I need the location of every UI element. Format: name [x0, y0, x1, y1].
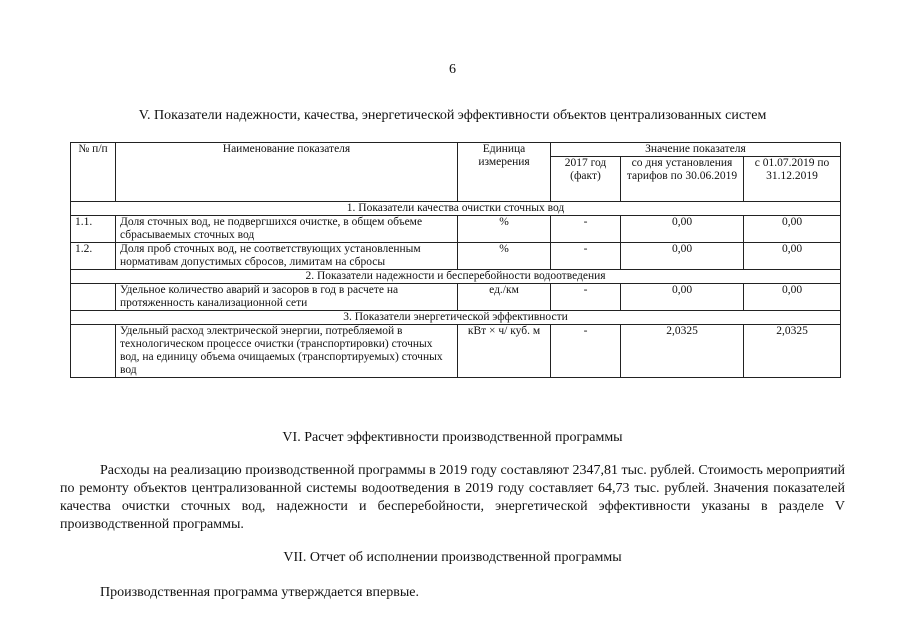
indicators-table [70, 142, 841, 378]
table-row [71, 325, 841, 378]
row-unit: кВт × ч/ куб. м [458, 325, 551, 378]
section-6-paragraph: Расходы на реализацию производственной программы в 2019 году составляют 2347,81 тыс. рублей. Стоимость мероприятий по ремонту объектов централизованной системы водоотведения в 2019 году составляет 64,73 тыс. рублей. Значения показателей качества очистки сточных вод, надежности и бесперебойности, энергетической эффективности указаны в разделе V производственной программы. [60, 463, 845, 532]
page-number: 6 [449, 62, 456, 77]
section-7-text [60, 584, 845, 602]
row-value-period1: 0,00 [621, 216, 744, 243]
section-5-title: V. Показатели надежности, качества, энергетической эффективности объектов централизованных систем [138, 108, 767, 123]
table-row [71, 216, 841, 243]
section-7-paragraph: Производственная программа утверждается впервые. [100, 585, 419, 600]
row-value-period2: 0,00 [744, 243, 841, 270]
group-1-title: 1. Показатели качества очистки сточных вод [71, 202, 841, 216]
row-num: 1.2. [71, 243, 116, 270]
row-value-period2: 0,00 [744, 216, 841, 243]
row-name: Удельный расход электрической энергии, потребляемой в технологическом процессе очистки (транспортировки) сточных вод, на единицу объема очищаемых (транспортируемых) сточных вод [116, 325, 458, 378]
header-name: Наименование показателя [116, 143, 458, 202]
row-num [71, 325, 116, 378]
row-value-period1: 0,00 [621, 284, 744, 311]
row-name: Удельное количество аварий и засоров в год в расчете на протяженность канализационной сети [116, 284, 458, 311]
group-2-title: 2. Показатели надежности и бесперебойности водоотведения [71, 270, 841, 284]
row-unit: ед./км [458, 284, 551, 311]
subheader-to-0630: со дня установления тарифов по 30.06.2019 [621, 157, 744, 202]
row-num [71, 284, 116, 311]
section-7-title: VII. Отчет об исполнении производственной программы [283, 550, 622, 565]
section-6-title: VI. Расчет эффективности производственной программы [282, 430, 623, 445]
section-6-text [60, 462, 845, 534]
table-row [71, 284, 841, 311]
row-unit: % [458, 243, 551, 270]
row-value-period1: 0,00 [621, 243, 744, 270]
table-row [71, 243, 841, 270]
subheader-2017: 2017 год (факт) [551, 157, 621, 202]
header-unit: Единица измерения [458, 143, 551, 202]
group-3-title: 3. Показатели энергетической эффективности [71, 311, 841, 325]
row-value-period2: 2,0325 [744, 325, 841, 378]
row-value-period1: 2,0325 [621, 325, 744, 378]
table-group-row [71, 270, 841, 284]
table-group-row [71, 311, 841, 325]
row-unit: % [458, 216, 551, 243]
table-group-row [71, 202, 841, 216]
row-name: Доля проб сточных вод, не соответствующих установленным нормативам допустимых сбросов, лимитам на сбросы [116, 243, 458, 270]
row-value-2017: - [551, 216, 621, 243]
row-value-2017: - [551, 325, 621, 378]
subheader-from-0701: с 01.07.2019 по 31.12.2019 [744, 157, 841, 202]
row-num: 1.1. [71, 216, 116, 243]
row-value-period2: 0,00 [744, 284, 841, 311]
row-value-2017: - [551, 284, 621, 311]
row-value-2017: - [551, 243, 621, 270]
table-header-row [71, 143, 841, 157]
header-value: Значение показателя [551, 143, 841, 157]
header-num: № п/п [71, 143, 116, 202]
row-name: Доля сточных вод, не подвергшихся очистке, в общем объеме сбрасываемых сточных вод [116, 216, 458, 243]
